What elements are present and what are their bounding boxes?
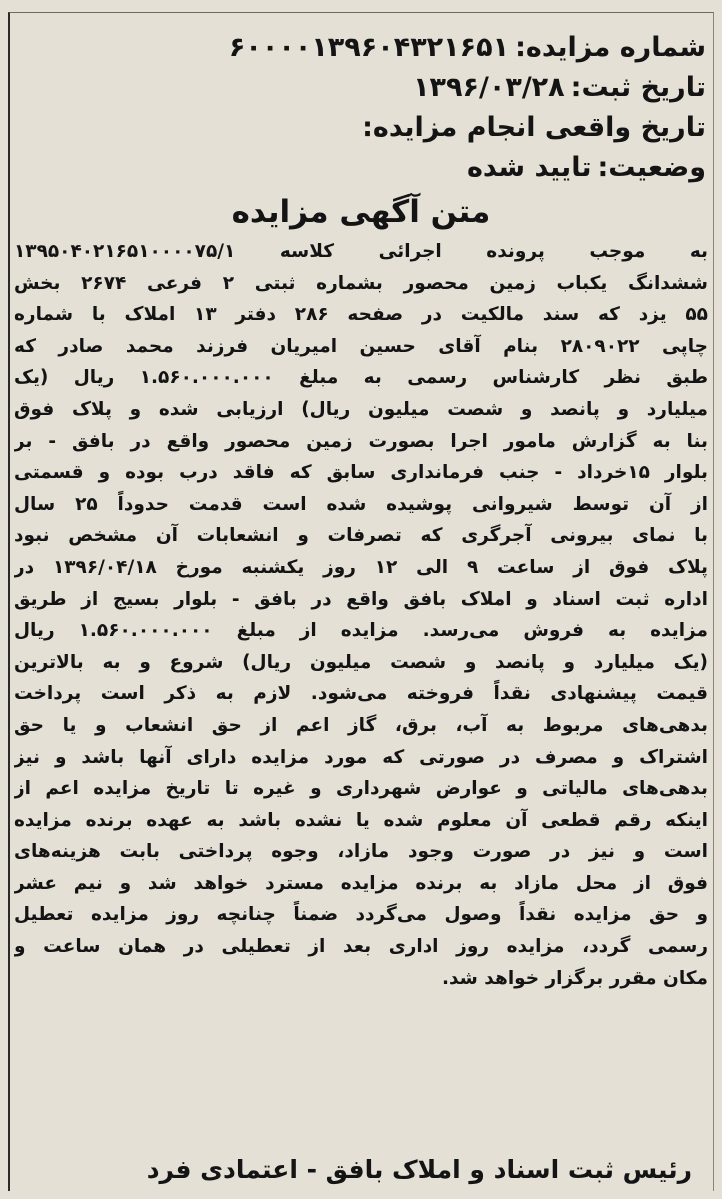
actual-date-line bbox=[16, 108, 706, 148]
body-line: اداره ثبت اسناد و املاک بافق واقع در بافق - بلوار بسیج از طریق bbox=[14, 588, 708, 610]
body-line: قیمت پیشنهادی نقداً فروخته می‌شود. لازم به ذکر است پرداخت bbox=[14, 683, 708, 705]
auction-number-line bbox=[16, 28, 706, 68]
body-line: بنا به گزارش مامور اجرا بصورت زمین محصور واقع در بافق - بر bbox=[14, 430, 708, 452]
body-line: چاپی ۲۸۰۹۰۲۲ بنام آقای حسین امیریان فرزند محمد صادر که bbox=[14, 335, 708, 357]
registration-date-label: تاریخ ثبت: bbox=[570, 72, 706, 103]
body-line: مزایده به فروش می‌رسد. مزایده از مبلغ ۱.۵۶۰.۰۰۰.۰۰۰ ریال bbox=[14, 620, 708, 642]
body-line: طبق نظر کارشناس رسمی به مبلغ ۱.۵۶۰.۰۰۰.۰۰۰ ریال (یک bbox=[14, 367, 708, 389]
body-line: بدهی‌های مربوط به آب، برق، گاز اعم از حق انشعاب و یا حق bbox=[14, 714, 708, 736]
status-value: تایید شده bbox=[466, 152, 592, 183]
body-line: از آن توسط شیروانی پوشیده شده است قدمت حدوداً ۲۵ سال bbox=[14, 493, 708, 515]
notice-header bbox=[16, 28, 706, 188]
signature: رئیس ثبت اسناد و املاک بافق - اعتمادی فرد bbox=[146, 1155, 692, 1184]
body-line: اینکه رقم قطعی آن معلوم شده یا نشده باشد به عهده برنده مزایده bbox=[14, 809, 708, 831]
body-line: با نمای بیرونی آجرگری که تصرفات و انشعابات آن مشخص نبود bbox=[14, 525, 708, 547]
body-line: ۵۵ یزد که سند مالکیت در صفحه ۲۸۶ دفتر ۱۳ املاک با شماره bbox=[14, 304, 708, 326]
actual-date-label: تاریخ واقعی انجام مزایده: bbox=[362, 112, 706, 143]
body-line: مکان مقرر برگزار خواهد شد. bbox=[441, 967, 708, 989]
body-line: است و نیز در صورت وجود مازاد، وجوه پرداختی بابت هزینه‌های bbox=[14, 841, 708, 863]
registration-date-line bbox=[16, 68, 706, 108]
body-line: میلیارد و پانصد و شصت میلیون ریال) ارزیابی شده و پلاک فوق bbox=[14, 398, 708, 420]
auction-number-label: شماره مزایده: bbox=[515, 32, 706, 63]
body-line: رسمی گردد، مزایده روز اداری بعد از تعطیلی در همان ساعت و bbox=[14, 936, 708, 958]
body-line: اشتراک و مصرف در صورتی که مورد مزایده دارای آنها باشد و نیز bbox=[14, 746, 708, 768]
body-line: پلاک فوق از ساعت ۹ الی ۱۲ روز یکشنبه مورخ ۱۳۹۶/۰۴/۱۸ در bbox=[14, 556, 708, 578]
body-line: (یک میلیارد و پانصد و شصت میلیون ریال) شروع و به بالاترین bbox=[14, 651, 708, 673]
body-line: فوق از محل مازاد به برنده مزایده مسترد خواهد شد و نیم عشر bbox=[14, 872, 708, 894]
body-line: به موجب پرونده اجرائی کلاسه ۱۳۹۵۰۴۰۲۱۶۵۱۰۰۰۰۷۵/۱ bbox=[14, 241, 708, 262]
notice-body bbox=[14, 236, 708, 994]
status-label: وضعیت: bbox=[597, 152, 706, 183]
registration-date-value: ۱۳۹۶/۰۳/۲۸ bbox=[413, 72, 565, 103]
body-line: بلوار ۱۵خرداد - جنب فرمانداری سابق که فاقد درب بوده و قسمتی bbox=[14, 462, 708, 484]
body-line: و حق مزایده نقداً وصول می‌گردد ضمناً چنانچه روز مزایده تعطیل bbox=[14, 904, 708, 926]
auction-number-value: ۶۰۰۰۰۱۳۹۶۰۴۳۲۱۶۵۱ bbox=[228, 32, 510, 63]
body-line: ششدانگ یکباب زمین محصور بشماره ثبتی ۲ فرعی ۲۶۷۴ بخش bbox=[14, 272, 708, 294]
body-line: بدهی‌های مالیاتی و عوارض شهرداری و غیره تا تاریخ مزایده اعم از bbox=[14, 778, 708, 800]
notice-title: متن آگهی مزایده bbox=[231, 194, 491, 230]
status-line bbox=[16, 148, 706, 188]
